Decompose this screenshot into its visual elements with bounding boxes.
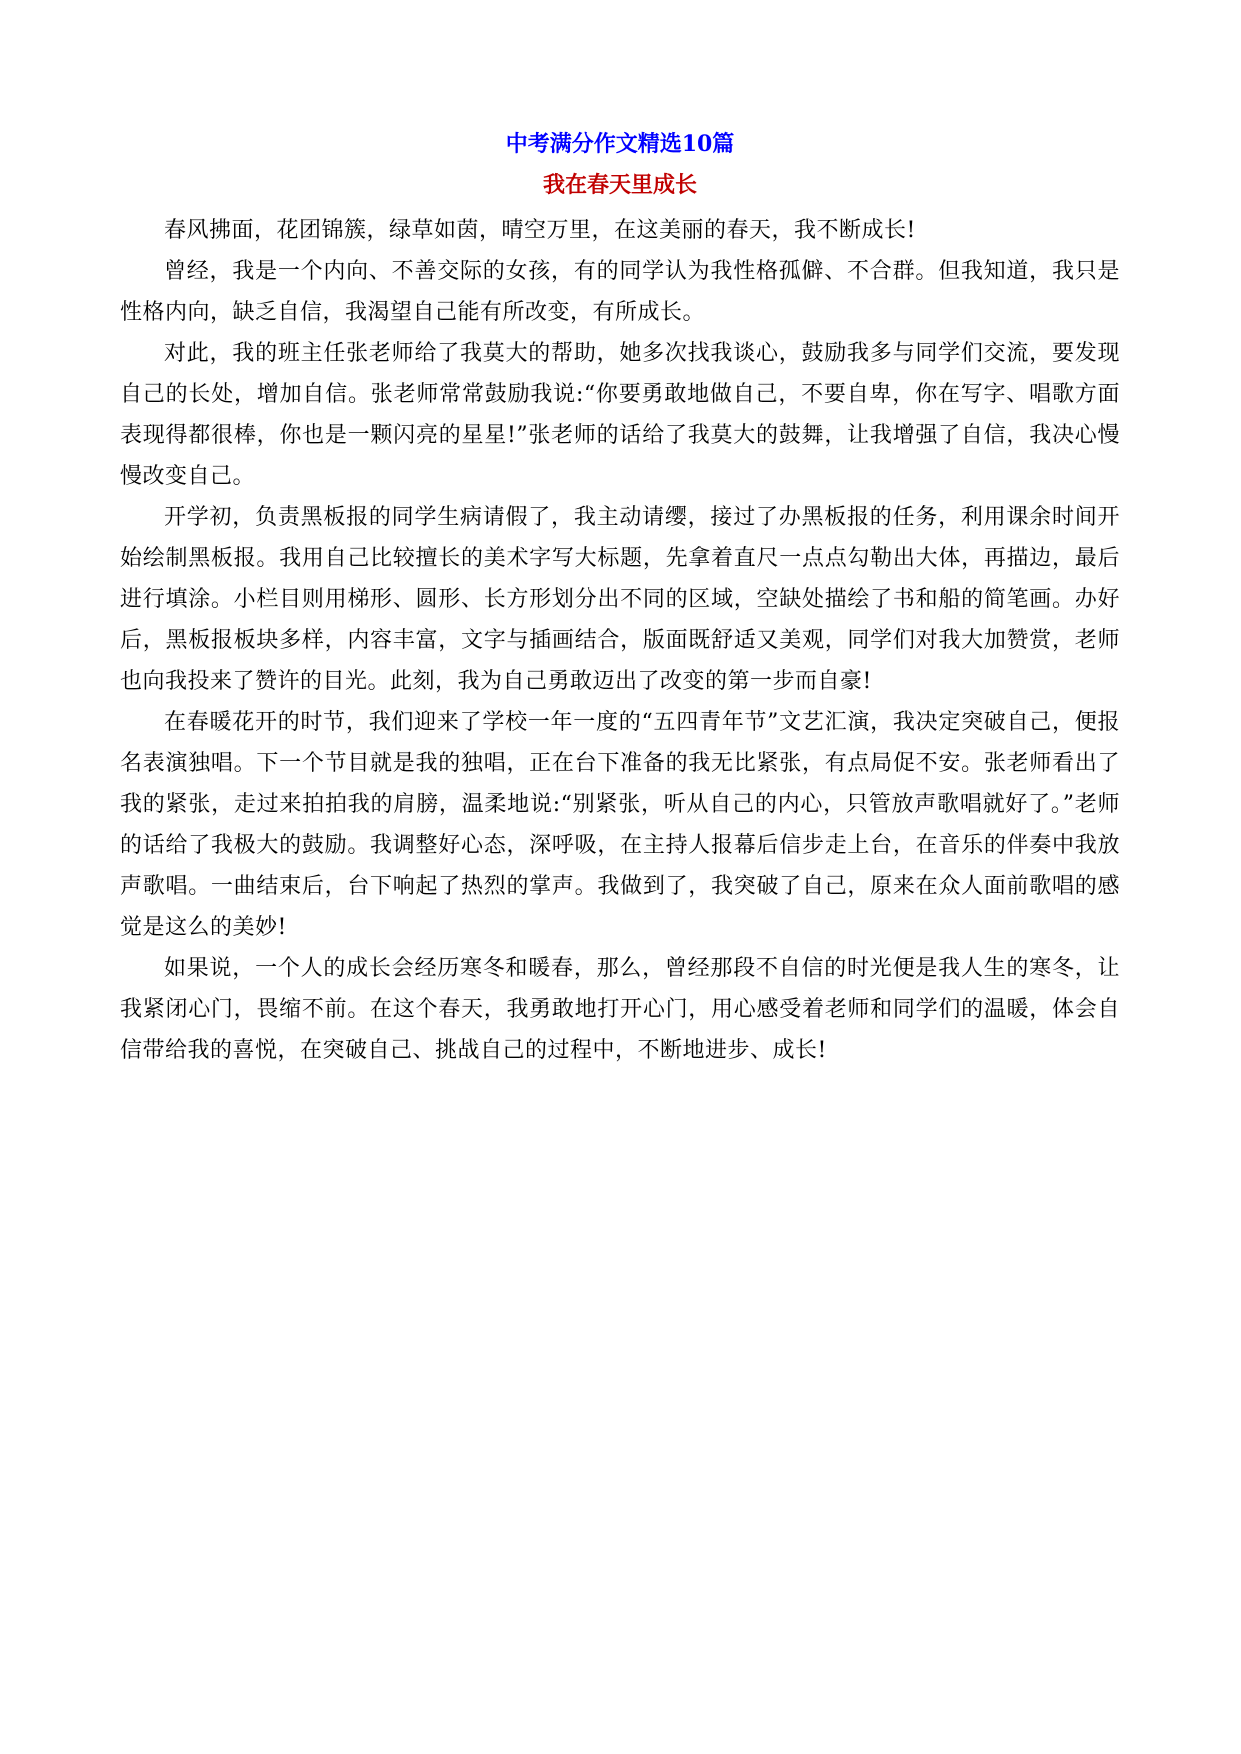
essay-title: 我在春天里成长: [542, 172, 697, 198]
document-title: 中考满分作文精选10篇: [505, 131, 735, 157]
paragraph-2: 曾经，我是一个内向、不善交际的女孩，有的同学认为我性格孤僻、不合群。但我知道，我只是性格内向，缺乏自信，我渴望自己能有所改变，有所成长。: [120, 259, 1120, 325]
paragraph-6: 如果说，一个人的成长会经历寒冬和暖春，那么，曾经那段不自信的时光便是我人生的寒冬，让我紧闭心门，畏缩不前。在这个春天，我勇敢地打开心门，用心感受着老师和同学们的温暖，体会自信带给我的喜悦，在突破自己、挑战自己的过程中，不断地进步、成长!: [120, 956, 1120, 1063]
document-page: [120, 124, 1120, 1071]
paragraph-5: 在春暖花开的时节，我们迎来了学校一年一度的“五四青年节”文艺汇演，我决定突破自己，便报名表演独唱。下一个节目就是我的独唱，正在台下准备的我无比紧张，有点局促不安。张老师看出了我的紧张，走过来拍拍我的肩膀，温柔地说:“别紧张，听从自己的内心，只管放声歌唱就好了。”老师的话给了我极大的鼓励。我调整好心态，深呼吸，在主持人报幕后信步走上台，在音乐的伴奏中我放声歌唱。一曲结束后，台下响起了热烈的掌声。我做到了，我突破了自己，原来在众人面前歌唱的感觉是这么的美妙!: [120, 710, 1120, 940]
paragraph-1: 春风拂面，花团锦簇，绿草如茵，晴空万里，在这美丽的春天，我不断成长!: [164, 218, 916, 243]
paragraph-3: 对此，我的班主任张老师给了我莫大的帮助，她多次找我谈心，鼓励我多与同学们交流，要发现自己的长处，增加自信。张老师常常鼓励我说:“你要勇敢地做自己，不要自卑，你在写字、唱歌方面表现得都很棒，你也是一颗闪亮的星星!”张老师的话给了我莫大的鼓舞，让我增强了自信，我决心慢慢改变自己。: [120, 341, 1120, 489]
paragraph-4: 开学初，负责黑板报的同学生病请假了，我主动请缨，接过了办黑板报的任务，利用课余时间开始绘制黑板报。我用自己比较擅长的美术字写大标题，先拿着直尺一点点勾勒出大体，再描边，最后进行填涂。小栏目则用梯形、圆形、长方形划分出不同的区域，空缺处描绘了书和船的简笔画。办好后，黑板报板块多样，内容丰富，文字与插画结合，版面既舒适又美观，同学们对我大加赞赏，老师也向我投来了赞许的目光。此刻，我为自己勇敢迈出了改变的第一步而自豪!: [120, 505, 1120, 694]
